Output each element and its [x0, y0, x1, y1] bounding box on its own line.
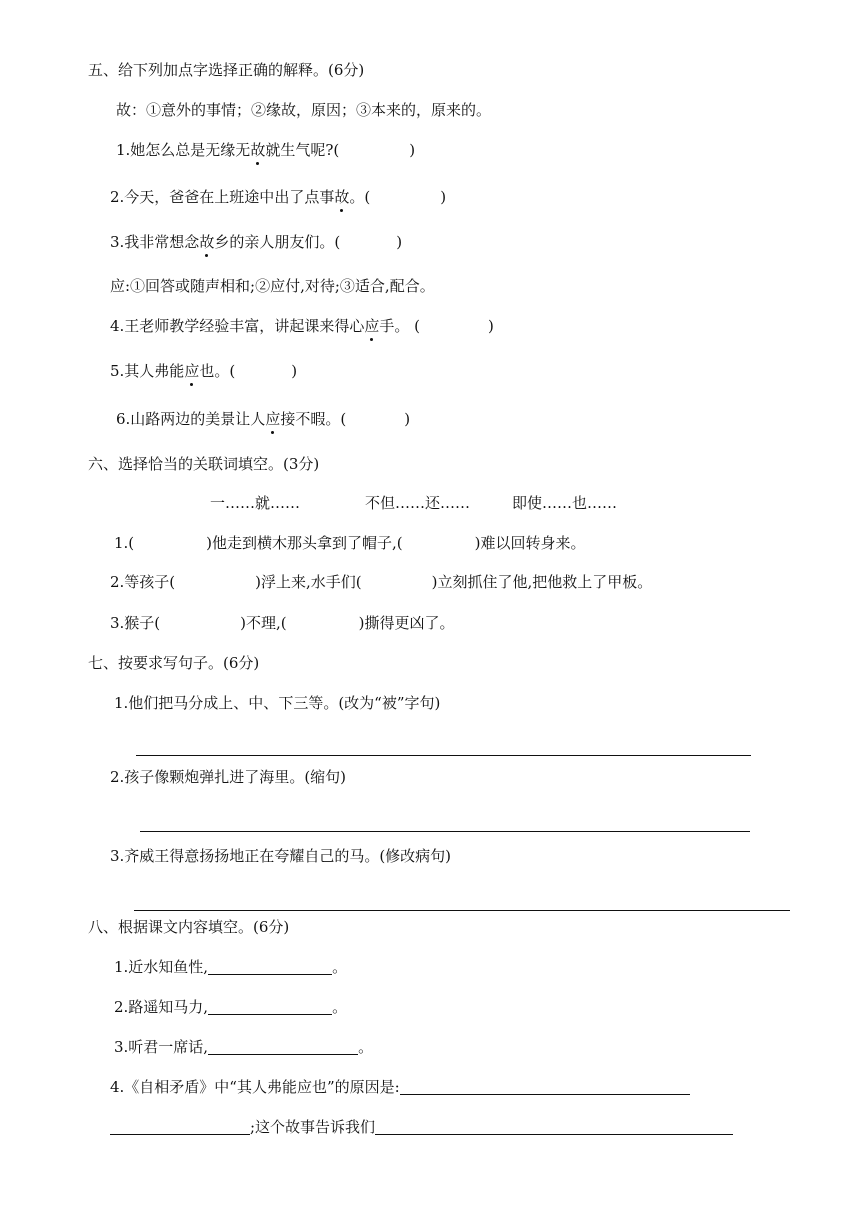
conjunction-option: 不但……还…… — [365, 494, 471, 512]
s5-question-4: 4.王老师教学经验丰富，讲起课来得心应手。 ( ) — [110, 317, 494, 335]
s7-question-2: 2.孩子像颗炮弹扎进了海里。(缩句) — [110, 768, 347, 786]
fill-blank[interactable] — [208, 958, 332, 975]
dotted-character: 应 — [364, 317, 380, 335]
fill-blank[interactable] — [208, 1038, 358, 1055]
conjunction-option: 即使……也…… — [512, 494, 618, 512]
fill-blank[interactable] — [400, 1078, 690, 1095]
dotted-character: 故 — [250, 141, 266, 159]
s6-question-2: 2.等孩子( )浮上来,水手们( )立刻抓住了他,把他救上了甲板。 — [110, 573, 653, 591]
ying-definitions: 应:①回答或随声相和;②应付,对待;③适合,配合。 — [110, 277, 435, 295]
s5-question-5: 5.其人弗能应也。( ) — [110, 362, 298, 380]
dotted-character: 故 — [334, 188, 350, 206]
section-7-heading: 七、按要求写句子。(6分) — [88, 654, 260, 672]
fill-blank[interactable] — [375, 1118, 733, 1135]
section-5-heading: 五、给下列加点字选择正确的解释。(6分) — [88, 61, 365, 79]
s5-question-2: 2.今天，爸爸在上班途中出了点事故。( ) — [110, 188, 447, 206]
s5-question-1: 1.她怎么总是无缘无故就生气呢?( ) — [116, 141, 416, 159]
section-8-heading: 八、根据课文内容填空。(6分) — [88, 918, 290, 936]
s8-question-4: 4.《自相矛盾》中“其人弗能应也”的原因是: — [110, 1077, 690, 1097]
gu-definitions: 故：①意外的事情；②缘故，原因；③本来的，原来的。 — [116, 101, 492, 119]
fill-blank[interactable] — [208, 998, 332, 1015]
s8-question-2: 2.路遥知马力, 。 — [114, 998, 348, 1016]
dotted-character: 故 — [199, 233, 215, 251]
s5-question-6: 6.山路两边的美景让人应接不暇。( ) — [116, 410, 411, 428]
s8-question-1: 1.近水知鱼性, 。 — [114, 958, 348, 976]
s6-question-3: 3.猴子( )不理,( )撕得更凶了。 — [110, 614, 455, 632]
fill-blank[interactable] — [110, 1118, 250, 1135]
s8-question-3: 3.听君一席话, 。 — [114, 1038, 374, 1056]
answer-line[interactable] — [136, 755, 751, 756]
s6-question-1: 1.( )他走到横木那头拿到了帽子,( )难以回转身来。 — [114, 534, 586, 552]
dotted-character: 应 — [265, 410, 281, 428]
s5-question-3: 3.我非常想念故乡的亲人朋友们。( ) — [110, 233, 403, 251]
dotted-character: 应 — [184, 362, 200, 380]
s8-question-4-continued: ;这个故事告诉我们 — [110, 1117, 733, 1137]
answer-line[interactable] — [134, 910, 790, 911]
conjunction-option: 一……就…… — [210, 494, 301, 512]
section-6-heading: 六、选择恰当的关联词填空。(3分) — [88, 455, 320, 473]
answer-line[interactable] — [140, 831, 750, 832]
s7-question-1: 1.他们把马分成上、中、下三等。(改为“被”字句) — [114, 694, 441, 712]
s7-question-3: 3.齐威王得意扬扬地正在夸耀自己的马。(修改病句) — [110, 847, 452, 865]
